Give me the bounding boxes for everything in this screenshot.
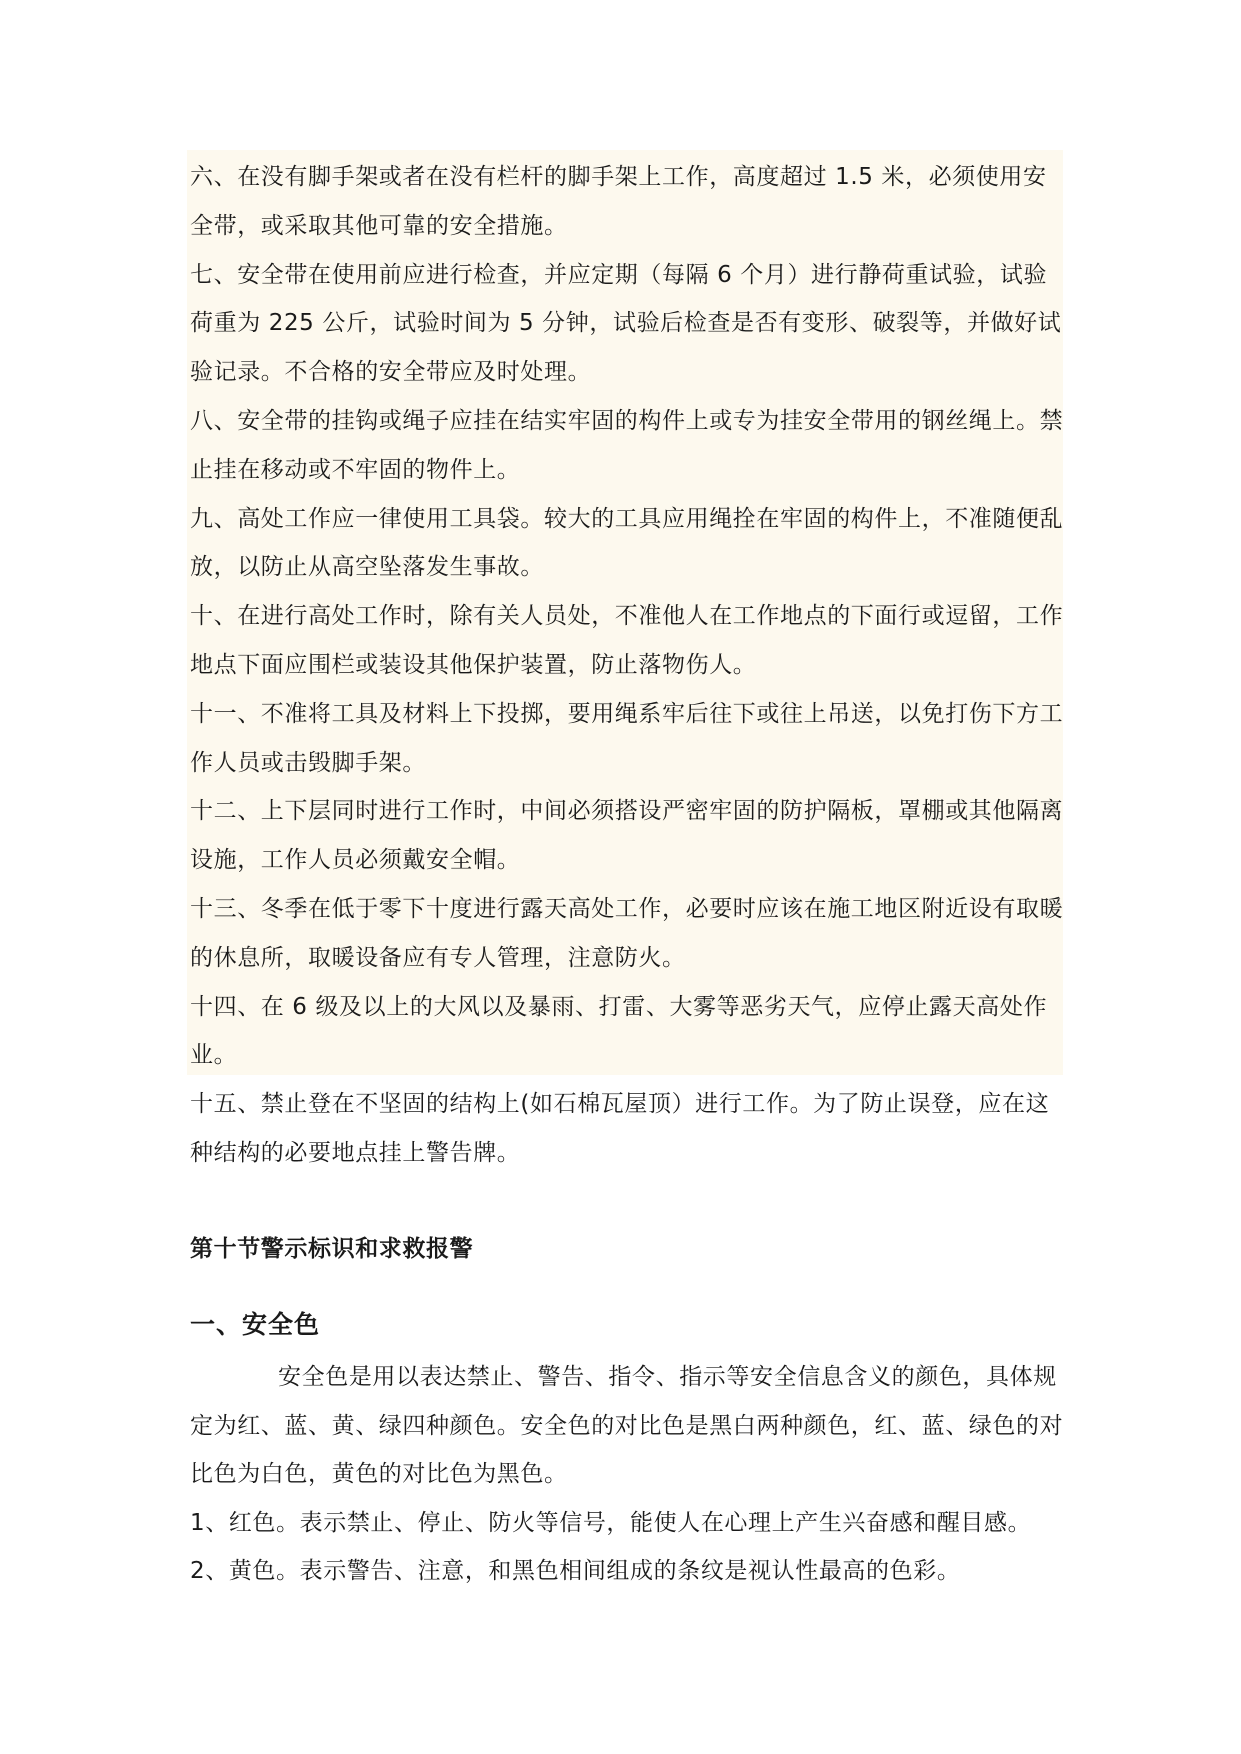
rule-item: 七、安全带在使用前应进行检查，并应定期（每隔 6 个月）进行静荷重试验，试验荷重为 225 公斤，试验时间为 5 分钟，试验后检查是否有变形、破裂等，并做好试验记录。不合格的安全带应及时处理。 <box>190 261 1062 386</box>
rule-item: 十三、冬季在低于零下十度进行露天高处工作，必要时应该在施工地区附近设有取暖的休息所，取暖设备应有专人管理，注意防火。 <box>190 895 1064 971</box>
rule-item: 九、高处工作应一律使用工具袋。较大的工具应用绳拴在牢固的构件上，不准随便乱放，以防止从高空坠落发生事故。 <box>190 505 1064 581</box>
red-color-paragraph: 1、红色。表示禁止、停止、防火等信号，能使人在心理上产生兴奋感和醒目感。 <box>190 1509 1032 1536</box>
yellow-color-paragraph: 2、黄色。表示警告、注意，和黑色相间组成的条纹是视认性最高的色彩。 <box>190 1558 961 1585</box>
intro-paragraph: 安全色是用以表达禁止、警告、指令、指示等安全信息含义的颜色，具体规定为红、蓝、黄、绿四种颜色。安全色的对比色是黑白两种颜色，红、蓝、绿色的对比色为白色，黄色的对比色为黑色。 <box>190 1364 1064 1488</box>
rule-item: 十一、不准将工具及材料上下投掷，要用绳系牢后往下或往上吊送，以免打伤下方工作人员或击毁脚手架。 <box>190 700 1064 776</box>
rule-item: 十四、在 6 级及以上的大风以及暴雨、打雷、大雾等恶劣天气，应停止露天高处作业。 <box>190 993 1048 1069</box>
rule-item: 十二、上下层同时进行工作时，中间必须搭设严密牢固的防护隔板，罩棚或其他隔离设施，工作人员必须戴安全帽。 <box>190 798 1064 874</box>
safety-rules-list <box>190 153 1070 1178</box>
subsection-title: 一、安全色 <box>190 1310 321 1339</box>
rule-item: 八、安全带的挂钩或绳子应挂在结实牢固的构件上或专为挂安全带用的钢丝绳上。禁止挂在移动或不牢固的物件上。 <box>190 407 1064 483</box>
section-title: 第十节警示标识和求救报警 <box>190 1236 474 1262</box>
safety-color-paragraphs <box>190 1353 1070 1596</box>
rule-item: 十、在进行高处工作时，除有关人员处，不准他人在工作地点的下面行或逗留，工作地点下面应围栏或装设其他保护装置，防止落物伤人。 <box>190 603 1064 678</box>
rule-item: 六、在没有脚手架或者在没有栏杆的脚手架上工作，高度超过 1.5 米，必须使用安全带，或采取其他可靠的安全措施。 <box>190 164 1047 239</box>
rule-item: 十五、禁止登在不坚固的结构上(如石棉瓦屋顶）进行工作。为了防止误登，应在这种结构的必要地点挂上警告牌。 <box>190 1091 1050 1166</box>
